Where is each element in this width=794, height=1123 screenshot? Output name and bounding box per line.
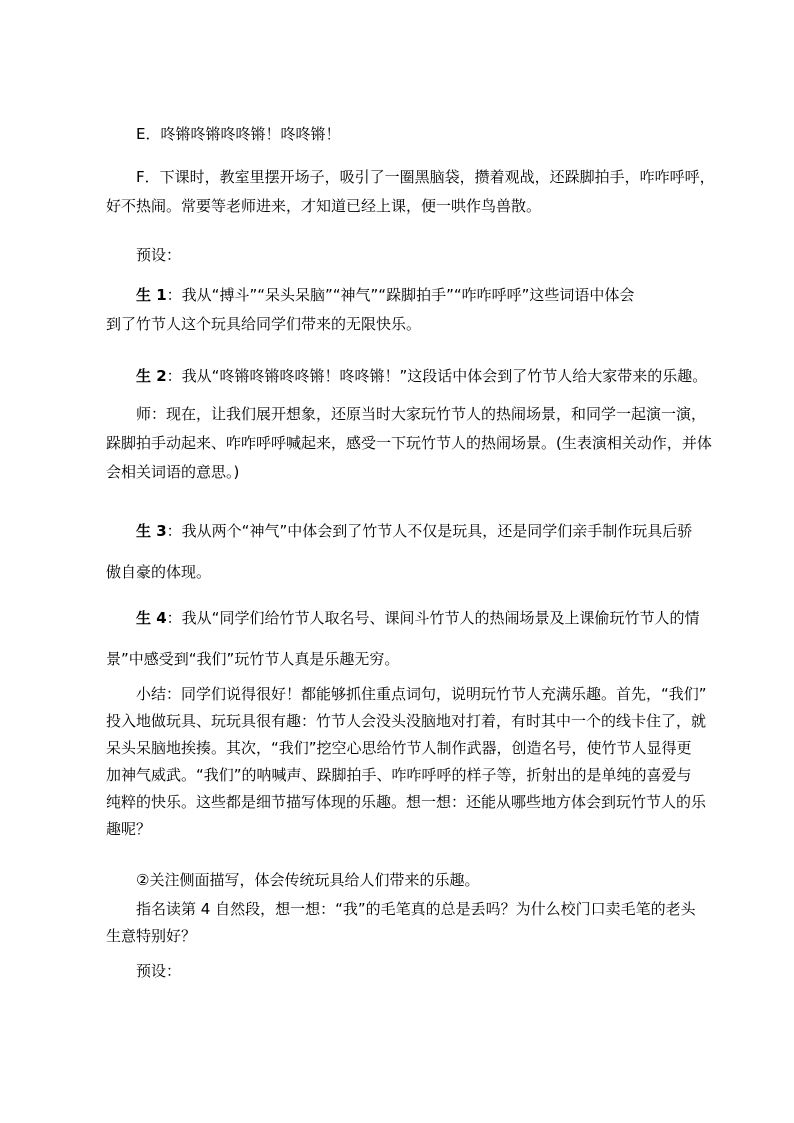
reading-instruction: 指名读第 4 自然段，想一想：“我”的毛笔真的总是丢吗？为什么校门口卖毛笔的老头 生意特别好？ xyxy=(106,900,696,945)
student-4-label: 生 4 xyxy=(136,609,167,627)
student-2-label: 生 2 xyxy=(136,367,167,385)
teacher-instruction: 师：现在，让我们展开想象，还原当时大家玩竹节人的热闹场景，和同学一起演一演， 跺脚拍手动起来、咋咋呼呼喊起来，感受一下玩竹节人的热闹场景。(生表演相关动作，并体 会相关词语的意思。) xyxy=(106,405,712,481)
preset-label-1: 预设： xyxy=(136,246,182,264)
student-3-answer: 生 3：我从两个“神气”中体会到了竹节人不仅是玩具，还是同学们亲手制作玩具后骄 傲自豪的体现。 xyxy=(106,522,693,581)
option-e: E．咚锵咚锵咚咚锵！咚咚锵！ xyxy=(136,125,341,143)
option-f: F．下课时，教室里摆开场子，吸引了一圈黑脑袋，攒着观战，还跺脚拍手，咋咋呼呼， 好不热闹。常要等老师进来，才知道已经上课，便一哄作鸟兽散。 xyxy=(106,168,715,215)
side-description-heading: ②关注侧面描写，体会传统玩具给人们带来的乐趣。 xyxy=(136,871,480,889)
student-1-answer: 生 1：我从“搏斗”“呆头呆脑”“神气”“跺脚拍手”“咋咋呼呼”这些词语中体会 到了竹节人这个玩具给同学们带来的无限快乐。 xyxy=(106,286,635,333)
preset-label-2: 预设： xyxy=(136,962,182,980)
student-3-label: 生 3 xyxy=(136,522,167,540)
student-1-label: 生 1 xyxy=(136,286,167,304)
student-4-answer: 生 4：我从“同学们给竹节人取名号、课间斗竹节人的热闹场景及上课偷玩竹节人的情 景”中感受到“我们”玩竹节人真是乐趣无穷。 xyxy=(106,609,700,668)
student-2-answer: 生 2：我从“咚锵咚锵咚咚锵！咚咚锵！”这段话中体会到了竹节人给大家带来的乐趣。 xyxy=(136,367,708,385)
summary-paragraph: 小结：同学们说得很好！都能够抓住重点词句，说明玩竹节人充满乐趣。首先，“我们” 投入地做玩具、玩玩具很有趣：竹节人会没头没脑地对打着，有时其中一个的线卡住了，就 呆头呆脑地挨揍。其次，“我们”挖空心思给竹节人制作武器，创造名号，使竹节人显得更 加神气威武。“我们”的呐喊声、跺脚拍手、咋咋呼呼的样子等，折射出的是单纯的喜爱与 纯粹的快乐。这些都是细节描写体现的乐趣。想一想：还能从哪些地方体会到玩竹节人的乐 趣呢？ xyxy=(106,685,707,838)
